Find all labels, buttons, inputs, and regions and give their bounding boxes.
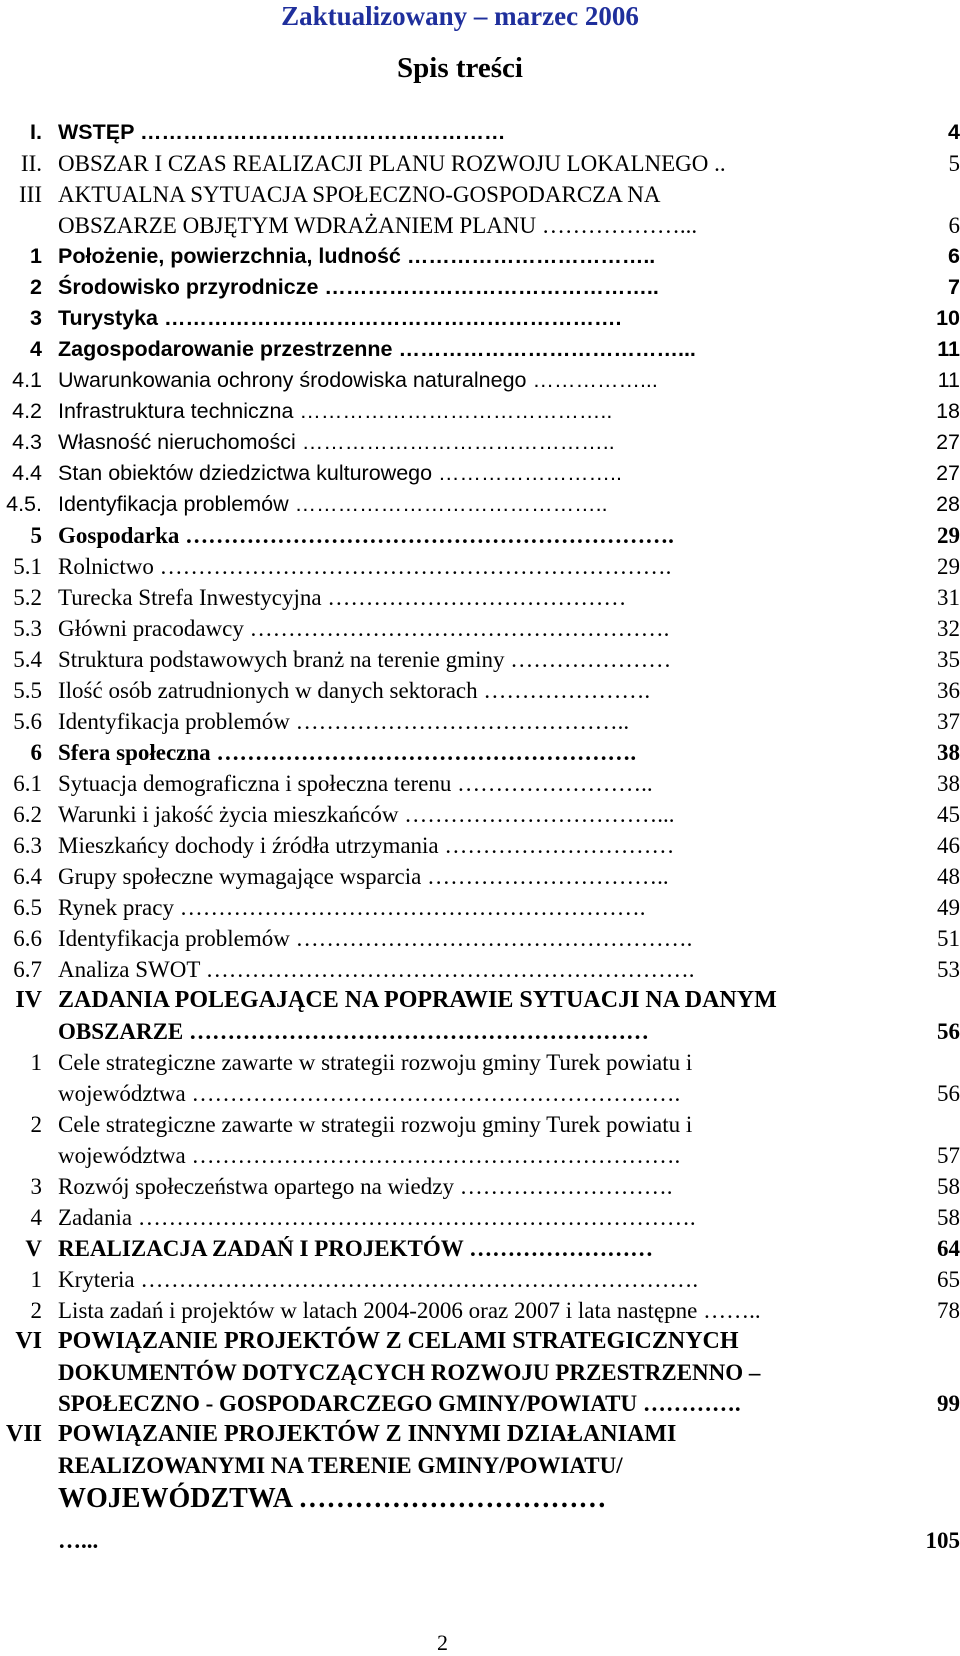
toc-entry-page: 38 [937,771,960,796]
toc-entry-title: Identyfikacja problemów ……………………………………………. [58,926,693,951]
toc-entry-number: VII [5,1421,42,1447]
toc-entry[interactable] [0,396,960,427]
toc-entry[interactable] [0,427,960,458]
toc-entry-page: 53 [937,957,960,982]
toc-entry[interactable] [0,1295,960,1326]
toc-entry-title: Główni pracodawcy ………………………………………………. [58,616,670,641]
toc-entry-page: 38 [937,740,960,765]
toc-entry-title: Rynek pracy ……………………………………………………. [58,895,646,920]
toc-entry-number: 4.1 [12,368,42,392]
toc-entry-page: 5 [948,151,960,176]
toc-entry[interactable] [0,613,960,644]
toc-entry-title: Uwarunkowania ochrony środowiska naturalnego ……………... [58,368,658,392]
toc-entry[interactable] [0,985,960,1016]
toc-entry-number: 5.6 [13,709,42,734]
toc-entry-page: 28 [936,492,960,516]
toc-entry[interactable] [0,582,960,613]
toc-entry-page: 65 [937,1267,960,1292]
toc-entry-page: 99 [937,1391,960,1416]
toc-entry[interactable] [0,830,960,861]
toc-entry-title: Kryteria ………………………………………………………………. [58,1267,699,1292]
toc-entry[interactable] [0,1078,960,1109]
toc-entry-number: 6.4 [13,864,42,889]
toc-entry-title: województwa ………………………………………………………. [58,1081,681,1106]
toc-entry-number: VI [15,1328,42,1354]
toc-entry-title: ZADANIA POLEGAJĄCE NA POPRAWIE SYTUACJI NA DANYM [58,987,777,1013]
toc-entry-title: Rozwój społeczeństwa opartego na wiedzy ………………………. [58,1174,673,1199]
toc-entry-title: OBSZARZE OBJĘTYM WDRAŻANIEM PLANU ………………... [58,213,698,238]
toc-entry-title: DOKUMENTÓW DOTYCZĄCYCH ROZWOJU PRZESTRZENNO – [58,1360,761,1385]
toc-entry[interactable] [0,272,960,303]
toc-entry-title: Sfera społeczna ………………………………………………. [58,740,637,765]
toc-entry-page: 37 [937,709,960,734]
toc-entry-title: REALIZOWANYMI NA TERENIE GMINY/POWIATU/ [58,1453,623,1478]
toc-entry-title: Sytuacja demograficzna i społeczna terenu …………………….. [58,771,653,796]
toc-entry[interactable] [0,489,960,520]
toc-entry[interactable] [0,1109,960,1140]
toc-entry-title: województwa ………………………………………………………. [58,1143,681,1168]
toc-entry-title: Identyfikacja problemów …………………………………….. [58,709,630,734]
toc-entry-number: 2 [30,1298,42,1323]
toc-entry-page: 29 [937,554,960,579]
toc-entry[interactable] [0,1525,960,1556]
toc-entry-number: IV [15,987,42,1013]
toc-entry-title: Struktura podstawowych branż na terenie gminy ………………… [58,647,672,672]
toc-entry-title: SPOŁECZNO - GOSPODARCZEGO GMINY/POWIATU …………. [58,1391,741,1416]
toc-entry-number: 3 [30,306,42,330]
toc-entry[interactable] [0,644,960,675]
toc-entry-page: 11 [937,337,960,361]
toc-entry[interactable] [0,1450,960,1481]
toc-entry-title: …... [58,1528,99,1553]
toc-entry-number: 5.1 [13,554,42,579]
toc-entry[interactable] [0,303,960,334]
toc-entry[interactable] [0,520,960,551]
toc-entry-title: Rolnictwo …………………………………………………………. [58,554,672,579]
toc-entry[interactable] [0,1047,960,1078]
toc-entry[interactable] [0,1326,960,1357]
toc-entry[interactable] [0,179,960,210]
toc-entry-page: 58 [937,1205,960,1230]
toc-entry-title: AKTUALNA SYTUACJA SPOŁECZNO-GOSPODARCZA NA [58,182,661,207]
toc-entry-number: 6.3 [13,833,42,858]
toc-entry[interactable] [0,1016,960,1047]
toc-entry-number: 4.4 [12,461,42,485]
toc-entry-number: 6.1 [13,771,42,796]
toc-entry[interactable] [0,210,960,241]
toc-entry-title: REALIZACJA ZADAŃ I PROJEKTÓW …………………… [58,1236,654,1261]
toc-entry[interactable] [0,1264,960,1295]
toc-entry-number: 6 [30,740,42,765]
toc-entry-title: Identyfikacja problemów …………………………………….. [58,492,608,516]
toc-entry-page: 27 [936,430,960,454]
toc-entry-number: V [25,1236,42,1261]
toc-entry-number: 6.2 [13,802,42,827]
toc-entry-number: 4.5. [6,492,42,516]
toc-entry-title: WOJEWÓDZTWA …………………………… [58,1483,607,1514]
toc-entry-title: Położenie, powierzchnia, ludność …………………………….. [58,244,656,268]
toc-entry-page: 58 [937,1174,960,1199]
toc-entry-title: Cele strategiczne zawarte w strategii rozwoju gminy Turek powiatu i [58,1050,693,1075]
toc-entry-number: 4.3 [12,430,42,454]
toc-entry-number: 6.6 [13,926,42,951]
toc-entry-page: 32 [937,616,960,641]
toc-entry-title: Turecka Strefa Inwestycyjna ………………………………… [58,585,627,610]
table-of-contents [0,117,960,1556]
toc-entry[interactable] [0,1233,960,1264]
toc-entry[interactable] [0,1202,960,1233]
toc-entry[interactable] [0,365,960,396]
toc-entry-number: 3 [30,1174,42,1199]
toc-entry-title: Gospodarka ………………………………………………………. [58,523,674,548]
toc-entry-number: II. [20,151,42,176]
toc-entry-title: Cele strategiczne zawarte w strategii rozwoju gminy Turek powiatu i [58,1112,693,1137]
toc-entry-number: 5.4 [13,647,42,672]
toc-entry-page: 7 [948,275,960,299]
toc-entry-page: 45 [937,802,960,827]
toc-entry-title: Własność nieruchomości …………………………………….. [58,430,615,454]
toc-entry[interactable] [0,1357,960,1388]
toc-entry[interactable] [0,706,960,737]
toc-entry-page: 48 [937,864,960,889]
toc-entry[interactable] [0,458,960,489]
toc-entry[interactable] [0,1171,960,1202]
toc-entry-title: Ilość osób zatrudnionych w danych sektorach …………………. [58,678,651,703]
toc-entry-number: 4.2 [12,399,42,423]
toc-entry-title: WSTĘP …………………………………………… [58,120,506,144]
toc-entry-number: 1 [30,1267,42,1292]
toc-entry-page: 57 [937,1143,960,1168]
toc-entry-number: I. [30,120,42,144]
toc-entry-title: Zagospodarowanie przestrzenne …………………………………... [58,337,696,361]
toc-entry-title: Turystyka ………………………………………………………. [58,306,622,330]
toc-entry-page: 36 [937,678,960,703]
toc-entry-title: Zadania ………………………………………………………………. [58,1205,696,1230]
toc-entry-title: Analiza SWOT ………………………………………………………. [58,957,695,982]
toc-entry-title: POWIĄZANIE PROJEKTÓW Z INNYMI DZIAŁANIAMI [58,1421,677,1447]
toc-entry-number: 1 [30,1050,42,1075]
toc-entry-title: POWIĄZANIE PROJEKTÓW Z CELAMI STRATEGICZNYCH [58,1328,739,1354]
toc-entry-number: 6.5 [13,895,42,920]
toc-entry-number: 4 [30,337,42,361]
toc-entry-title: Lista zadań i projektów w latach 2004-2006 oraz 2007 i lata następne …….. [58,1298,761,1323]
toc-entry-page: 49 [937,895,960,920]
toc-entry[interactable] [0,551,960,582]
toc-entry-number: 2 [30,275,42,299]
toc-entry-title: Stan obiektów dziedzictwa kulturowego …………………….. [58,461,622,485]
toc-entry-page: 27 [936,461,960,485]
subtitle: Zaktualizowany – marzec 2006 [281,1,639,31]
toc-entry-page: 6 [948,244,960,268]
toc-entry-page: 35 [937,647,960,672]
toc-entry[interactable] [0,768,960,799]
toc-entry-page: 56 [937,1081,960,1106]
toc-entry-number: 4 [30,1205,42,1230]
toc-entry-number: 5 [30,523,42,548]
toc-entry[interactable] [0,799,960,830]
toc-entry[interactable] [0,1388,960,1419]
toc-entry-title: Mieszkańcy dochody i źródła utrzymania ………………………… [58,833,675,858]
toc-entry-page: 105 [925,1528,960,1553]
toc-entry-page: 4 [948,120,960,144]
toc-entry-page: 10 [936,306,960,330]
toc-entry-title: Grupy społeczne wymagające wsparcia ………………………….. [58,864,669,889]
toc-entry[interactable] [0,1140,960,1171]
toc-entry-number: 6.7 [13,957,42,982]
toc-entry-title: OBSZARZE …………………………………………………… [58,1019,650,1044]
toc-entry[interactable] [0,954,960,985]
toc-entry-page: 56 [937,1019,960,1044]
page-title: Spis treści [397,52,523,84]
toc-entry[interactable] [0,923,960,954]
toc-entry-page: 46 [937,833,960,858]
toc-entry-page: 29 [937,523,960,548]
toc-entry-number: 5.3 [13,616,42,641]
toc-entry-number: 5.2 [13,585,42,610]
toc-entry-page: 31 [937,585,960,610]
toc-entry-page: 51 [937,926,960,951]
toc-entry[interactable] [0,675,960,706]
toc-entry[interactable] [0,1481,960,1517]
toc-entry-page: 6 [948,213,960,238]
toc-entry-title: Środowisko przyrodnicze ……………………………………….. [58,275,659,299]
toc-entry-title: OBSZAR I CZAS REALIZACJI PLANU ROZWOJU LOKALNEGO .. [58,151,726,176]
toc-entry-title: Warunki i jakość życia mieszkańców ……………………………... [58,802,675,827]
toc-entry-page: 64 [937,1236,960,1261]
toc-entry[interactable] [0,737,960,768]
toc-entry-page: 11 [937,368,960,392]
toc-entry-number: 2 [30,1112,42,1137]
toc-entry-title: Infrastruktura techniczna …………………………………….. [58,399,613,423]
toc-entry-page: 78 [937,1298,960,1323]
toc-entry[interactable] [0,334,960,365]
toc-entry[interactable] [0,1419,960,1450]
toc-entry-number: 1 [30,244,42,268]
page-number: 2 [437,1630,448,1655]
toc-entry[interactable] [0,861,960,892]
toc-entry[interactable] [0,241,960,272]
toc-entry[interactable] [0,148,960,179]
toc-entry-number: 5.5 [13,678,42,703]
toc-entry-page: 18 [936,399,960,423]
toc-entry-number: III [19,182,42,207]
toc-entry[interactable] [0,117,960,148]
toc-entry[interactable] [0,892,960,923]
